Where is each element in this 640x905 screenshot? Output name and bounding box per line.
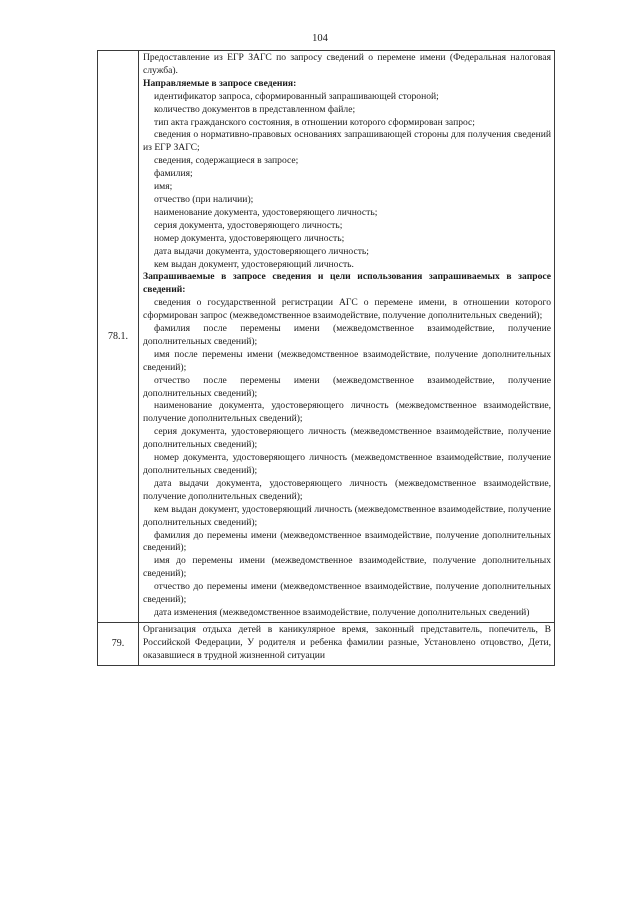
row-number-cell [98, 622, 139, 665]
text-line: дата выдачи документа, удостоверяющего личность; [154, 245, 369, 257]
section-heading: Запрашиваемые в запросе сведения и цели использования запрашиваемых в запросе сведений: [143, 271, 551, 296]
text-line: дата изменения (межведомственное взаимодействие, получение дополнительных сведений) [154, 606, 530, 618]
text-line: количество документов в представленном файле; [154, 103, 356, 115]
text-line: отчество (при наличии); [154, 193, 254, 205]
text-line: дата выдачи документа, удостоверяющего личность (межведомственное взаимодействие, получение дополнительных сведений); [143, 477, 551, 502]
text-line: идентификатор запроса, сформированный запрашивающей стороной; [154, 90, 439, 102]
row-content-cell [139, 51, 555, 623]
content-79 [139, 623, 554, 665]
text-line: фамилия; [154, 168, 193, 180]
text-line: серия документа, удостоверяющего личность; [154, 219, 343, 231]
text-line: отчество до перемены имени (межведомственное взаимодействие, получение дополнительных сведений); [143, 581, 551, 606]
table-row-79 [98, 622, 555, 665]
text-line: отчество после перемены имени (межведомственное взаимодействие, получение дополнительных сведений); [143, 374, 551, 399]
text-line: фамилия до перемены имени (межведомственное взаимодействие, получение дополнительных сведений); [143, 529, 551, 554]
content-78-1 [139, 51, 554, 622]
text-line: сведения о государственной регистрации АГС о перемене имени, в отношении которого сформирован запрос (межведомственное взаимодействие, получение дополнительных сведений); [143, 297, 551, 322]
row-content-cell [139, 622, 555, 665]
text-line: кем выдан документ, удостоверяющий личность (межведомственное взаимодействие, получение дополнительных сведений); [143, 503, 551, 528]
row-number: 79. [111, 638, 125, 650]
text-line: номер документа, удостоверяющего личность; [154, 232, 345, 244]
text-line: кем выдан документ, удостоверяющий личность. [154, 258, 354, 270]
row-number: 78.1. [108, 330, 128, 342]
row-number-cell [98, 51, 139, 623]
text-line: наименование документа, удостоверяющего личность (межведомственное взаимодействие, получение дополнительных сведений); [143, 400, 551, 425]
text-line: номер документа, удостоверяющего личность (межведомственное взаимодействие, получение дополнительных сведений); [143, 452, 551, 476]
text-line: тип акта гражданского состояния, в отношении которого сформирован запрос; [154, 116, 475, 128]
text-line: наименование документа, удостоверяющего личность; [154, 206, 378, 218]
section-heading: Направляемые в запросе сведения: [143, 77, 297, 89]
text-line: фамилия после перемены имени (межведомственное взаимодействие, получение дополнительных сведений); [143, 323, 551, 347]
text-line: имя до перемены имени (межведомственное взаимодействие, получение дополнительных сведений); [143, 555, 551, 580]
page-number: 104 [312, 33, 328, 44]
text-line: серия документа, удостоверяющего личность (межведомственное взаимодействие, получение дополнительных сведений); [143, 426, 551, 451]
text-line: имя; [154, 181, 173, 193]
text-line: имя после перемены имени (межведомственное взаимодействие, получение дополнительных сведений); [143, 348, 551, 373]
text-line: сведения, содержащиеся в запросе; [154, 155, 299, 167]
table-row-78-1 [98, 51, 555, 623]
document-table [97, 50, 555, 666]
text-line: Предоставление из ЕГР ЗАГС по запросу сведений о перемене имени (Федеральная налоговая служба). [143, 52, 551, 76]
text-line: Организация отдыха детей в каникулярное время, законный представитель, попечитель, В Российской Федерации, У родителя и ребенка фамилии разные, Установлено отцовство, Дети, оказавшиеся в трудной жизненной ситуации [143, 623, 551, 661]
text-line: сведения о нормативно-правовых основаниях запрашивающей стороны для получения сведений из ЕГР ЗАГС; [143, 129, 551, 154]
